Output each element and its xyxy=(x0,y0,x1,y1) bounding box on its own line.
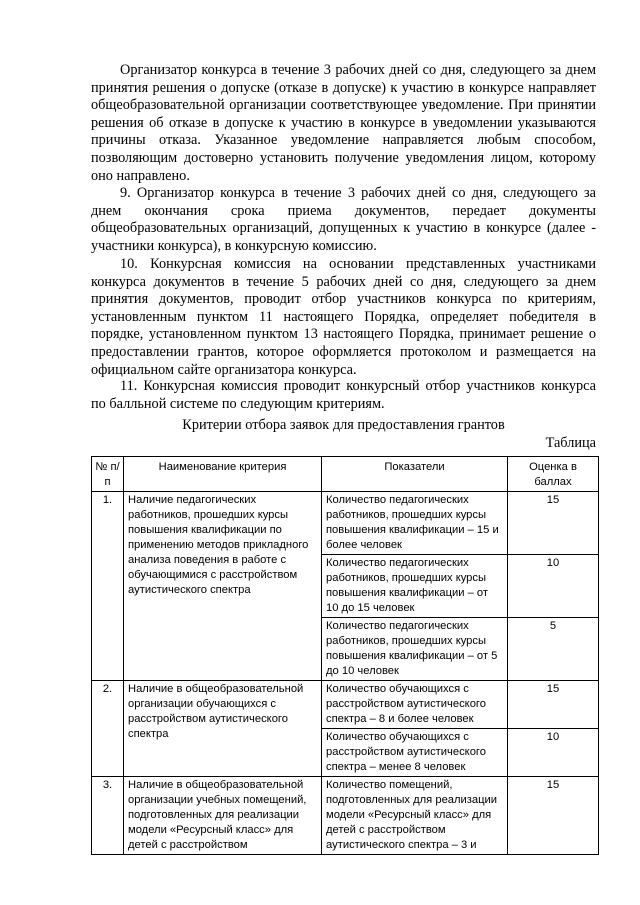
indicator-cell: Количество педагогических работников, прошедших курсы повышения квалификации – от 5 до 10 человек xyxy=(322,618,508,681)
paragraph-10: 10. Конкурсная комиссия на основании представленных участниками конкурса документов в течение 5 рабочих дней со дня, следующего за днем принятия документов, проводит отбор участников конкурса по критериям, установленным пунктом 11 настоящего Порядка, определяет победителя в порядке, установленном пунктом 13 настоящего Порядка, принимает решение о предоставлении грантов, которое оформляется протоколом и размещается на официальном сайте организатора конкурса. xyxy=(91,256,596,378)
table-header-row xyxy=(92,457,599,492)
row-number: 2. xyxy=(92,681,124,777)
table-label: Таблица xyxy=(545,435,596,451)
indicator-cell: Количество педагогических работников, прошедших курсы повышения квалификации – 15 и более человек xyxy=(322,492,508,555)
paragraph-11: 11. Конкурсная комиссия проводит конкурсный отбор участников конкурса по балльной системе по следующим критериям. xyxy=(91,378,596,412)
indicator-cell: Количество обучающихся с расстройством аутистического спектра – 8 и более человек xyxy=(322,681,508,729)
criterion-cell: Наличие в общеобразовательной организации обучающихся с расстройством аутистического спектра xyxy=(124,681,322,777)
score-cell: 15 xyxy=(508,777,599,855)
table-row xyxy=(92,777,599,855)
row-number: 1. xyxy=(92,492,124,681)
table-row xyxy=(92,681,599,729)
header-indicators: Показатели xyxy=(322,457,508,492)
indicator-cell: Количество обучающихся с расстройством аутистического спектра – менее 8 человек xyxy=(322,729,508,777)
score-cell: 10 xyxy=(508,729,599,777)
score-cell: 5 xyxy=(508,618,599,681)
paragraph-9: 9. Организатор конкурса в течение 3 рабочих дней со дня, следующего за днем окончания срока приема документов, передает документы общеобразовательных организаций, допущенных к участию в конкурсе (далее - участники конкурса), в конкурсную комиссию. xyxy=(91,185,596,254)
table-row xyxy=(92,492,599,555)
paragraph-notification: Организатор конкурса в течение 3 рабочих дней со дня, следующего за днем принятия решения о допуске (отказе в допуске) к участию в конкурсе направляет общеобразовательной организации соответствующее уведомление. При принятии решения об отказе в допуске к участию в конкурсе в уведомлении указываются причины отказа. Указанное уведомление направляется любым способом, позволяющим достоверно установить получение уведомления лицом, которому оно направлено. xyxy=(91,62,596,184)
score-cell: 15 xyxy=(508,681,599,729)
criteria-table xyxy=(91,456,599,855)
header-score: Оценка в баллах xyxy=(508,457,599,492)
score-cell: 15 xyxy=(508,492,599,555)
header-criterion: Наименование критерия xyxy=(124,457,322,492)
score-cell: 10 xyxy=(508,555,599,618)
table-caption: Критерии отбора заявок для предоставления грантов xyxy=(182,417,505,433)
criterion-cell: Наличие в общеобразовательной организации учебных помещений, подготовленных для реализации модели «Ресурсный класс» для детей с расстройством xyxy=(124,777,322,855)
row-number: 3. xyxy=(92,777,124,855)
indicator-cell: Количество помещений, подготовленных для реализации модели «Ресурсный класс» для детей с расстройством аутистического спектра – 3 и xyxy=(322,777,508,855)
header-no: № п/п xyxy=(92,457,124,492)
indicator-cell: Количество педагогических работников, прошедших курсы повышения квалификации – от 10 до 15 человек xyxy=(322,555,508,618)
criterion-cell: Наличие педагогических работников, прошедших курсы повышения квалификации по применению методов прикладного анализа поведения в работе с обучающимися с расстройством аутистического спектра xyxy=(124,492,322,681)
